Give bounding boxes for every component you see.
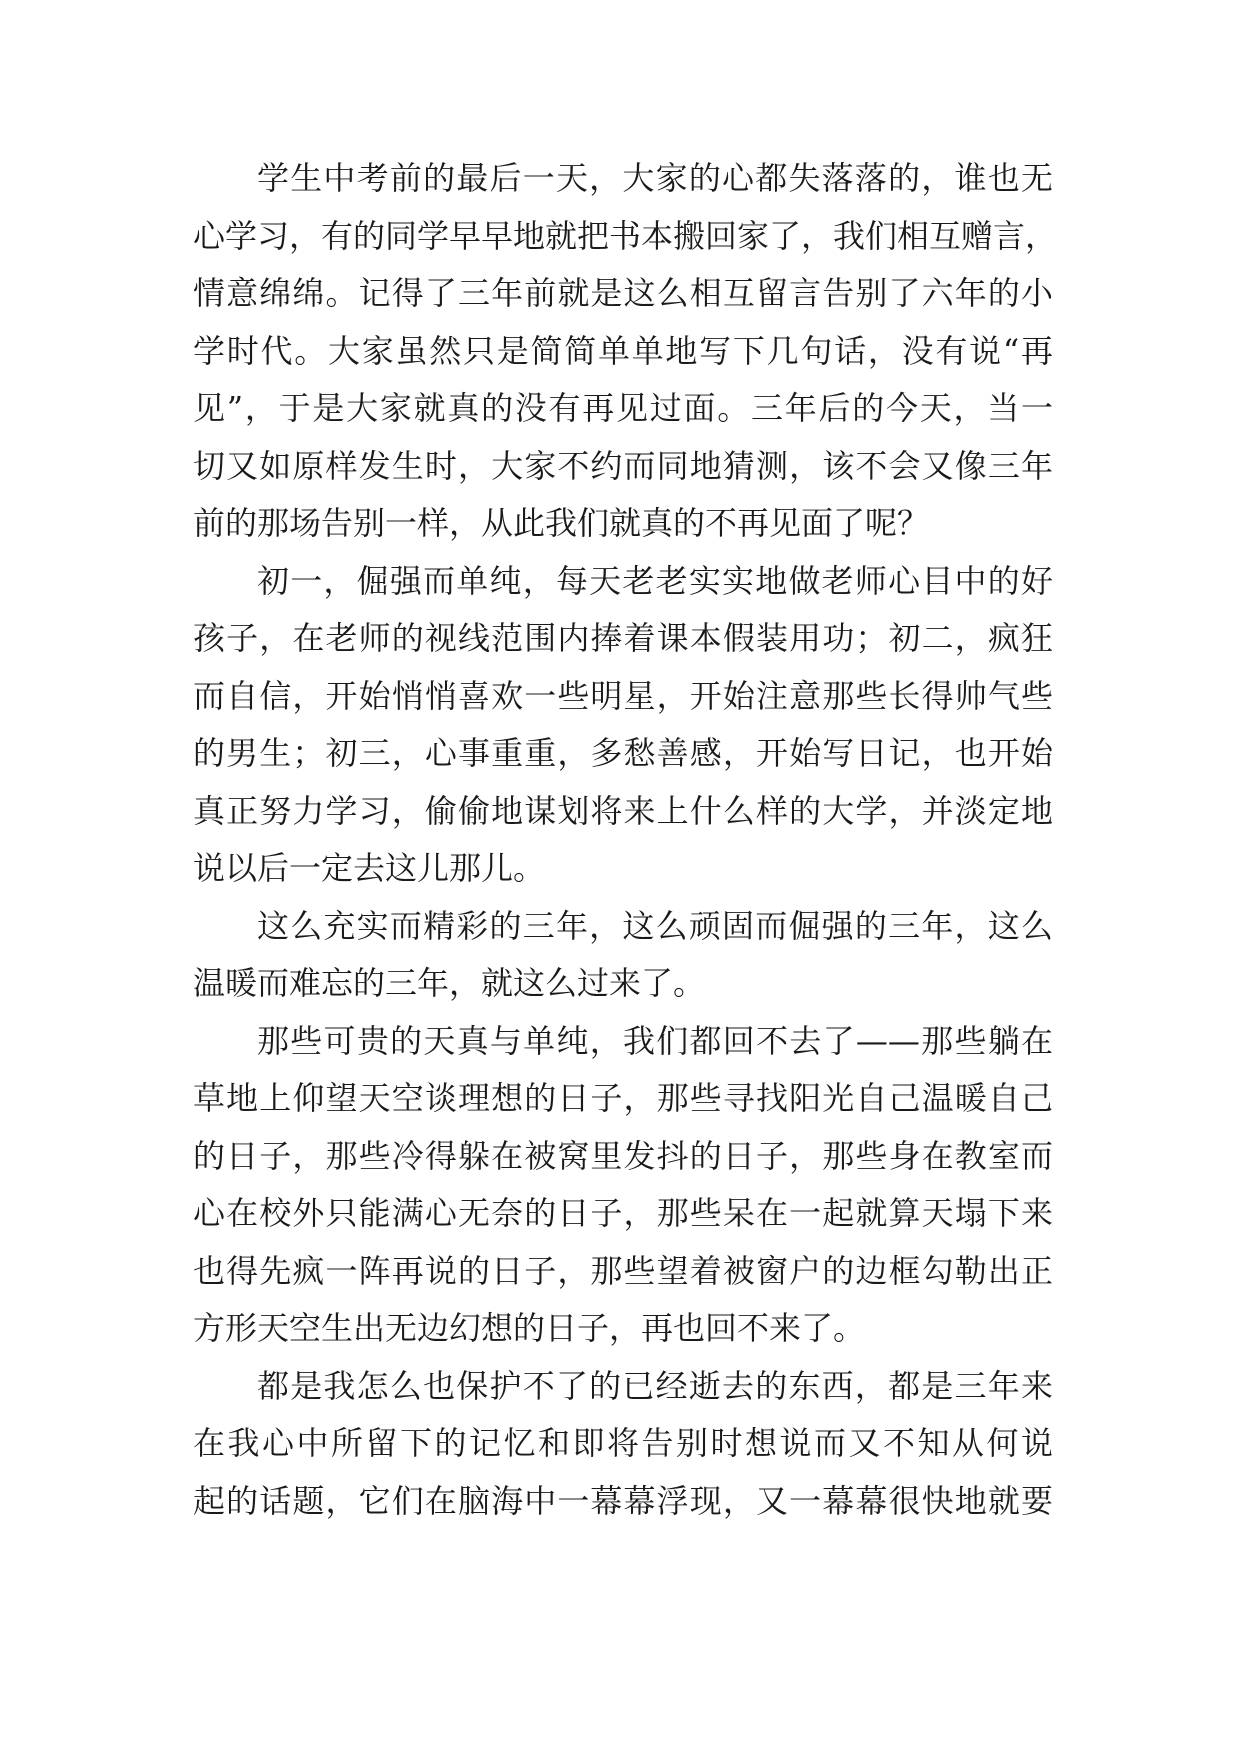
paragraph-2-line-5: 真正努力学习，偷偷地谋划将来上什么样的大学，并淡定地 (193, 791, 1053, 830)
paragraph-1-line-5: 见”，于是大家就真的没有再见过面。三年后的今天，当一 (193, 389, 1053, 427)
paragraph-5-line-3: 起的话题，它们在脑海中一幕幕浮现，又一幕幕很快地就要 (193, 1481, 1053, 1520)
paragraph-4-line-1: 那些可贵的天真与单纯，我们都回不去了——那些躺在 (257, 1021, 1053, 1060)
paragraph-1-line-7: 前的那场告别一样，从此我们就真的不再见面了呢？ (193, 504, 930, 542)
paragraph-2-line-1: 初一，倔强而单纯，每天老老实实地做老师心目中的好 (257, 561, 1053, 600)
paragraph-1-line-2: 心学习，有的同学早早地就把书本搬回家了，我们相互赠言， (193, 216, 1058, 255)
document-body (193, 150, 1058, 1530)
paragraph-2-line-4: 的男生；初三，心事重重，多愁善感，开始写日记，也开始 (193, 734, 1053, 772)
paragraph-3-line-1: 这么充实而精彩的三年，这么顽固而倔强的三年，这么 (257, 906, 1053, 945)
paragraph-4-line-5: 也得先疯一阵再说的日子，那些望着被窗户的边框勾勒出正 (193, 1251, 1053, 1290)
paragraph-3-line-2: 温暖而难忘的三年，就这么过来了。 (193, 964, 706, 1002)
paragraph-5-line-1: 都是我怎么也保护不了的已经逝去的东西，都是三年来 (257, 1366, 1053, 1405)
paragraph-1-line-1: 学生中考前的最后一天，大家的心都失落落的，谁也无 (257, 159, 1053, 197)
paragraph-4-line-6: 方形天空生出无边幻想的日子，再也回不来了。 (193, 1309, 866, 1347)
paragraph-4-line-2: 草地上仰望天空谈理想的日子，那些寻找阳光自己温暖自己 (193, 1079, 1053, 1117)
paragraph-2-line-6: 说以后一定去这儿那儿。 (193, 849, 546, 887)
paragraph-4-line-4: 心在校外只能满心无奈的日子，那些呆在一起就算天塌下来 (193, 1194, 1053, 1232)
paragraph-2-line-3: 而自信，开始悄悄喜欢一些明星，开始注意那些长得帅气些 (193, 676, 1053, 715)
paragraph-5-line-2: 在我心中所留下的记忆和即将告别时想说而又不知从何说 (193, 1424, 1053, 1462)
paragraph-1-line-4: 学时代。大家虽然只是简简单单地写下几句话，没有说“再 (193, 331, 1053, 370)
paragraph-1-line-6: 切又如原样发生时，大家不约而同地猜测，该不会又像三年 (193, 446, 1053, 485)
paragraph-1-line-3: 情意绵绵。记得了三年前就是这么相互留言告别了六年的小 (193, 274, 1053, 312)
paragraph-2-line-2: 孩子，在老师的视线范围内捧着课本假装用功；初二，疯狂 (193, 619, 1053, 657)
paragraph-4-line-3: 的日子，那些冷得躲在被窝里发抖的日子，那些身在教室而 (193, 1136, 1053, 1175)
